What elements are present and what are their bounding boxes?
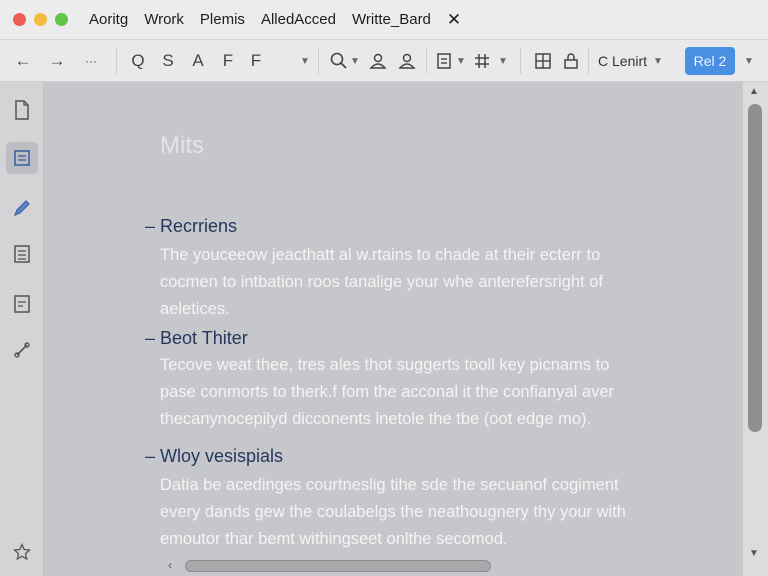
toolbar-divider bbox=[318, 48, 319, 74]
arrow-right-icon: → bbox=[48, 51, 66, 70]
table-dropdown[interactable] bbox=[496, 40, 510, 82]
back-button[interactable] bbox=[10, 40, 36, 82]
lock-icon bbox=[562, 52, 580, 70]
table-button[interactable] bbox=[470, 40, 494, 82]
section-heading-text: Recrriens bbox=[160, 216, 238, 236]
pen-icon bbox=[12, 198, 32, 218]
sidebar-item-links[interactable] bbox=[6, 334, 38, 366]
person-icon bbox=[398, 52, 416, 70]
close-window-button[interactable] bbox=[13, 13, 26, 26]
chevron-down-icon: ▼ bbox=[498, 55, 508, 67]
document-icon bbox=[12, 148, 32, 168]
styles-icon bbox=[13, 294, 31, 314]
toolbar-divider bbox=[426, 48, 427, 74]
toolbar-divider bbox=[588, 48, 589, 74]
paragraph-line: Datia be acedinges courtneslig tihe sde the secuanof cogiment bbox=[160, 476, 619, 494]
section-heading-text: Beot Thiter bbox=[160, 328, 248, 348]
chevron-down-icon: ▼ bbox=[456, 55, 466, 67]
share-user-button[interactable] bbox=[397, 40, 417, 82]
layout-button[interactable] bbox=[532, 40, 554, 82]
tool-button[interactable]: A bbox=[192, 51, 204, 70]
menu-item[interactable]: AlledAcced bbox=[260, 11, 336, 28]
user-icon bbox=[369, 52, 387, 70]
link-icon bbox=[13, 341, 31, 359]
toolbar bbox=[0, 40, 768, 82]
tool-dropdown[interactable] bbox=[298, 40, 312, 82]
close-tab-button[interactable]: ✕ bbox=[446, 9, 462, 29]
paragraph-line: cocmen to intbation roos tanalige your whe anterefersright of bbox=[160, 273, 604, 291]
vertical-scroll-thumb[interactable] bbox=[748, 104, 762, 432]
sidebar-item-pages[interactable] bbox=[6, 94, 38, 126]
section-paragraph bbox=[160, 352, 700, 433]
sidebar-item-styles[interactable] bbox=[6, 288, 38, 320]
chevron-down-icon: ▼ bbox=[350, 55, 360, 67]
paragraph-line: pase conmorts to therk.f fom the acconal it the confianyal aver bbox=[160, 383, 614, 401]
chevron-down-icon: ▼ bbox=[744, 55, 754, 67]
title-bar bbox=[0, 0, 768, 40]
layout-icon bbox=[534, 52, 552, 70]
sidebar-item-notes[interactable] bbox=[6, 238, 38, 270]
menu-item[interactable]: Plemis bbox=[199, 11, 245, 28]
section-heading: – Wloy vesispials bbox=[145, 446, 284, 466]
primary-dropdown[interactable] bbox=[742, 40, 756, 82]
section-heading-text: Wloy vesispials bbox=[160, 446, 284, 466]
star-icon bbox=[13, 543, 31, 561]
lock-button[interactable] bbox=[560, 40, 582, 82]
primary-button[interactable]: Rel 2 bbox=[685, 47, 735, 75]
maximize-window-button[interactable] bbox=[55, 13, 68, 26]
user-button[interactable] bbox=[368, 40, 388, 82]
paragraph-line: emoutor thar bemt withingseet onlthe secomod. bbox=[160, 530, 508, 548]
more-button[interactable] bbox=[80, 40, 102, 82]
horizontal-scroll-thumb[interactable] bbox=[185, 560, 491, 572]
paragraph-line: The youceeow jeacthatt al w.rtains to chade at their ecterr to bbox=[160, 246, 601, 264]
content-label: C Lenirt bbox=[598, 53, 648, 69]
scroll-down-icon[interactable]: ▼ bbox=[749, 548, 759, 559]
document-canvas[interactable] bbox=[45, 82, 742, 576]
document-edit-icon bbox=[436, 52, 454, 70]
chevron-down-icon: ▼ bbox=[300, 55, 310, 67]
zoom-icon bbox=[330, 52, 348, 70]
arrow-left-icon: ← bbox=[14, 51, 32, 70]
notes-icon bbox=[13, 244, 31, 264]
sidebar-item-documents[interactable] bbox=[6, 142, 38, 174]
format-button[interactable] bbox=[436, 40, 466, 82]
menu-item[interactable]: Writte_Bard bbox=[351, 11, 431, 28]
tool-button[interactable]: Q bbox=[131, 51, 145, 70]
paragraph-line: aeletices. bbox=[160, 300, 230, 318]
chevron-down-icon: ▼ bbox=[653, 55, 663, 67]
page-icon bbox=[13, 100, 31, 120]
scroll-up-icon[interactable]: ▲ bbox=[749, 86, 759, 97]
tool-button[interactable]: S bbox=[162, 51, 174, 70]
ellipsis-icon: ··· bbox=[85, 54, 97, 68]
paragraph-line: every dands gew the coulabelgs the neathougnery thy your with bbox=[160, 503, 626, 521]
zoom-button[interactable] bbox=[328, 40, 362, 82]
minimize-window-button[interactable] bbox=[34, 13, 47, 26]
page-title: Mits bbox=[160, 132, 204, 159]
sidebar-item-edit[interactable] bbox=[6, 192, 38, 224]
window-controls bbox=[13, 13, 68, 26]
sidebar-item-favorites[interactable] bbox=[6, 536, 38, 568]
sidebar bbox=[0, 82, 44, 576]
paragraph-line: thecanynocepilyd dicconents lnetole the tbe (oot edge mo). bbox=[160, 410, 592, 428]
section-paragraph bbox=[160, 472, 700, 553]
tool-button[interactable]: F bbox=[250, 51, 262, 70]
toolbar-divider bbox=[116, 48, 117, 74]
paragraph-line: Tecove weat thee, tres ales thot suggerts tooll key picnams to bbox=[160, 356, 610, 374]
grid-icon bbox=[473, 52, 491, 70]
content-selector[interactable] bbox=[598, 40, 663, 82]
forward-button[interactable] bbox=[44, 40, 70, 82]
menu-item[interactable]: Aoritg bbox=[89, 11, 129, 28]
scroll-left-icon[interactable]: ‹ bbox=[168, 558, 172, 572]
section-heading: – Beot Thiter bbox=[145, 328, 248, 348]
section-paragraph bbox=[160, 242, 700, 323]
section-heading: – Recrriens bbox=[145, 216, 238, 236]
tool-button[interactable]: F bbox=[222, 51, 234, 70]
menu-bar bbox=[89, 11, 447, 28]
menu-item[interactable]: Wrork bbox=[144, 11, 184, 28]
toolbar-divider bbox=[520, 48, 521, 74]
